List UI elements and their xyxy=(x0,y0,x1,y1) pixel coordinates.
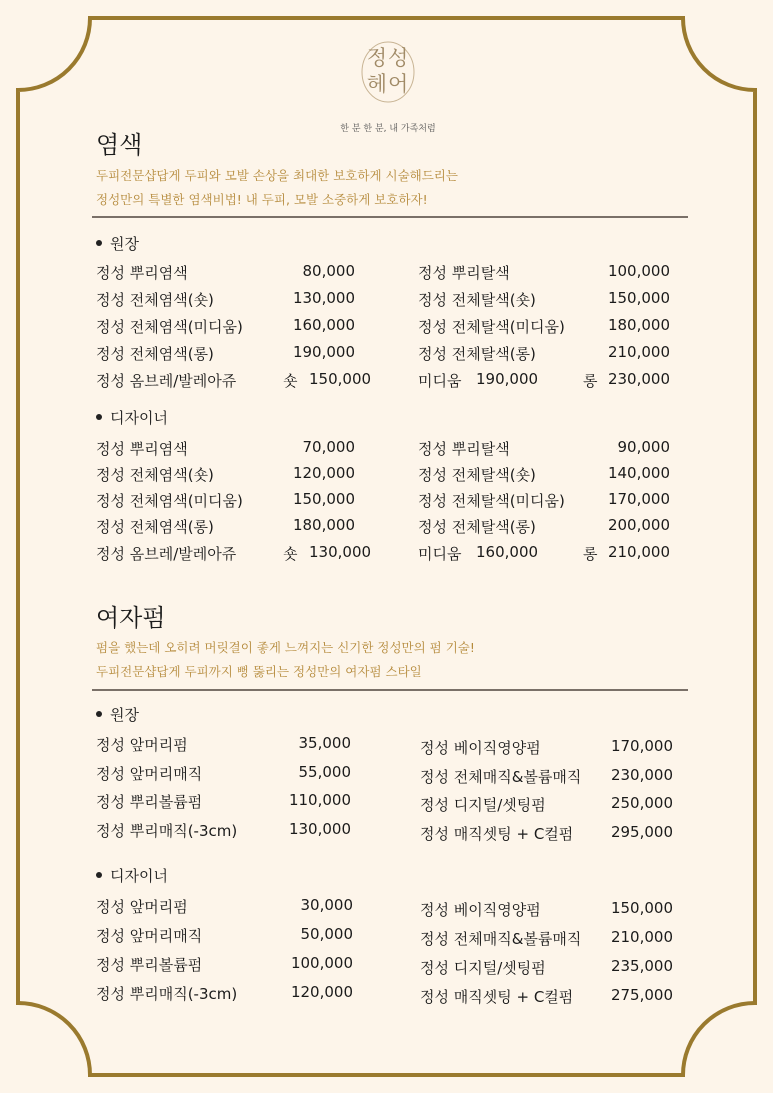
dye-director-left-item-name: 정성 전체염색(숏) xyxy=(96,291,214,309)
dye-designer-left-item-name: 정성 전체염색(미디움) xyxy=(96,492,243,510)
dye-designer-left-item-price: 180,000 xyxy=(292,516,355,534)
perm-designer-left-item-price: 120,000 xyxy=(290,983,353,1001)
dye-director-label: 원장 xyxy=(110,235,139,253)
dye-designer-left-item-name: 정성 뿌리염색 xyxy=(96,440,188,458)
perm-director-left-item-price: 35,000 xyxy=(298,734,351,752)
dye-designer-ombre-medium-label: 미디움 xyxy=(418,545,462,563)
dye-designer-right-item-price: 140,000 xyxy=(607,464,670,482)
perm-section-title: 여자펌 xyxy=(96,604,166,632)
dye-designer-label: 디자이너 xyxy=(110,409,168,427)
perm-director-right-item-price: 295,000 xyxy=(610,822,673,841)
logo-line-1: 정성 xyxy=(366,46,410,70)
perm-designer-right-item-price: 150,000 xyxy=(610,899,673,917)
bullet-icon xyxy=(96,872,102,878)
dye-director-heading xyxy=(96,233,139,254)
dye-director-right-item-price: 150,000 xyxy=(607,289,670,307)
dye-designer-left-item-price: 120,000 xyxy=(292,464,355,482)
perm-director-left-item-name: 정성 뿌리매직(-3cm) xyxy=(96,821,238,840)
dye-director-left-item-price: 190,000 xyxy=(292,343,355,361)
perm-designer-left-item-name: 정성 뿌리볼륨펌 xyxy=(96,956,203,974)
dye-section-title: 염색 xyxy=(96,131,143,159)
bullet-icon xyxy=(96,240,102,246)
dye-director-right-item-price: 100,000 xyxy=(607,262,670,280)
dye-designer-left-item-name: 정성 전체염색(롱) xyxy=(96,518,214,536)
perm-director-right-item-price: 170,000 xyxy=(610,737,673,755)
dye-designer-right-item-name: 정성 전체탈색(미디움) xyxy=(418,492,565,510)
perm-director-right-item-price: 250,000 xyxy=(610,794,673,812)
dye-director-right-item-name: 정성 전체탈색(미디움) xyxy=(418,318,565,336)
dye-designer-right-item-price: 200,000 xyxy=(607,516,670,534)
dye-designer-heading xyxy=(96,407,168,428)
perm-designer-left-item-price: 30,000 xyxy=(300,896,353,914)
dye-designer-right-item-name: 정성 전체탈색(숏) xyxy=(418,466,536,484)
dye-director-left-item-name: 정성 전체염색(롱) xyxy=(96,345,214,363)
dye-description-line-2: 정성만의 특별한 염색비법! 내 두피, 모발 소중하게 보호하자! xyxy=(96,192,428,207)
perm-description-line-2: 두피전문샵답게 두피까지 뻥 뚫리는 정성만의 여자펌 스타일 xyxy=(96,664,422,679)
perm-designer-label: 디자이너 xyxy=(110,867,168,885)
perm-director-left-item-name: 정성 앞머리매직 xyxy=(96,764,203,783)
dye-designer-ombre-short-price: 130,000 xyxy=(309,543,372,561)
perm-director-right-item-name: 정성 매직셋팅 + C컬펌 xyxy=(420,824,574,843)
perm-designer-left-item-name: 정성 앞머리펌 xyxy=(96,898,188,916)
dye-designer-left-item-name: 정성 전체염색(숏) xyxy=(96,466,214,484)
perm-designer-right-item-price: 210,000 xyxy=(610,928,673,946)
dye-director-ombre-medium-label: 미디움 xyxy=(418,372,462,390)
dye-director-left-item-name: 정성 뿌리염색 xyxy=(96,264,188,282)
perm-director-left-item-name: 정성 앞머리펌 xyxy=(96,736,188,754)
dye-director-left-item-name: 정성 전체염색(미디움) xyxy=(96,318,243,336)
dye-director-ombre-short-price: 150,000 xyxy=(309,370,372,388)
perm-designer-right-item-price: 235,000 xyxy=(610,957,673,975)
perm-director-left-item-name: 정성 뿌리볼륨펌 xyxy=(96,793,203,811)
perm-designer-right-item-name: 정성 전체매직&볼륨매직 xyxy=(420,930,582,948)
dye-designer-right-item-price: 170,000 xyxy=(607,490,670,508)
perm-director-label: 원장 xyxy=(110,706,139,724)
perm-director-left-item-price: 130,000 xyxy=(288,819,351,838)
dye-director-ombre-name: 정성 옴브레/발레아쥬 xyxy=(96,372,237,390)
dye-designer-ombre-long-price: 210,000 xyxy=(607,543,670,561)
perm-designer-right-item-name: 정성 매직셋팅 + C컬펌 xyxy=(420,988,574,1006)
perm-director-right-item-name: 정성 디지털/셋팅펌 xyxy=(420,796,546,814)
perm-director-right-item-name: 정성 전체매직&볼륨매직 xyxy=(420,767,582,786)
perm-designer-left-item-name: 정성 앞머리매직 xyxy=(96,927,203,945)
perm-description-line-1: 펌을 했는데 오히려 머릿결이 좋게 느껴지는 신기한 정성만의 펌 기술! xyxy=(96,640,475,655)
dye-designer-right-item-name: 정성 전체탈색(롱) xyxy=(418,518,536,536)
dye-director-right-item-price: 210,000 xyxy=(607,343,670,361)
dye-director-left-item-price: 130,000 xyxy=(292,289,355,307)
dye-director-ombre-long-label: 롱 xyxy=(583,372,598,390)
perm-director-left-item-price: 55,000 xyxy=(298,762,351,781)
perm-divider xyxy=(92,689,688,691)
perm-director-right-item-name: 정성 베이직영양펌 xyxy=(420,739,541,757)
dye-director-ombre-short-label: 숏 xyxy=(283,372,298,390)
perm-designer-left-item-name: 정성 뿌리매직(-3cm) xyxy=(96,985,238,1003)
dye-designer-ombre-medium-price: 160,000 xyxy=(476,543,539,561)
dye-director-right-item-name: 정성 전체탈색(숏) xyxy=(418,291,536,309)
perm-director-heading xyxy=(96,704,139,725)
perm-director-left-item-price: 110,000 xyxy=(288,791,351,809)
perm-designer-left-item-price: 50,000 xyxy=(300,925,353,943)
perm-director-right-item-price: 230,000 xyxy=(610,765,673,784)
perm-designer-left-item-price: 100,000 xyxy=(290,954,353,972)
tagline: 한 분 한 분, 내 가족처럼 xyxy=(340,124,436,134)
dye-designer-right-item-price: 90,000 xyxy=(617,438,670,456)
dye-designer-left-item-price: 150,000 xyxy=(292,490,355,508)
dye-director-right-item-name: 정성 전체탈색(롱) xyxy=(418,345,536,363)
bullet-icon xyxy=(96,711,102,717)
dye-director-left-item-price: 160,000 xyxy=(292,316,355,334)
dye-director-ombre-medium-price: 190,000 xyxy=(476,370,539,388)
logo-line-2: 헤어 xyxy=(366,72,410,96)
dye-description-line-1: 두피전문샵답게 두피와 모발 손상을 최대한 보호하게 시술해드리는 xyxy=(96,168,458,183)
perm-designer-right-item-name: 정성 베이직영양펌 xyxy=(420,901,541,919)
perm-designer-right-item-price: 275,000 xyxy=(610,986,673,1004)
brand-logo xyxy=(356,40,420,104)
dye-designer-ombre-short-label: 숏 xyxy=(283,545,298,563)
dye-director-ombre-long-price: 230,000 xyxy=(607,370,670,388)
dye-designer-left-item-price: 70,000 xyxy=(302,438,355,456)
dye-director-left-item-price: 80,000 xyxy=(302,262,355,280)
perm-designer-heading xyxy=(96,865,168,886)
perm-designer-right-item-name: 정성 디지털/셋팅펌 xyxy=(420,959,546,977)
dye-designer-right-item-name: 정성 뿌리탈색 xyxy=(418,440,510,458)
dye-director-right-item-name: 정성 뿌리탈색 xyxy=(418,264,510,282)
dye-designer-ombre-name: 정성 옴브레/발레아쥬 xyxy=(96,545,237,563)
dye-divider xyxy=(92,216,688,218)
bullet-icon xyxy=(96,414,102,420)
dye-director-right-item-price: 180,000 xyxy=(607,316,670,334)
dye-designer-ombre-long-label: 롱 xyxy=(583,545,598,563)
